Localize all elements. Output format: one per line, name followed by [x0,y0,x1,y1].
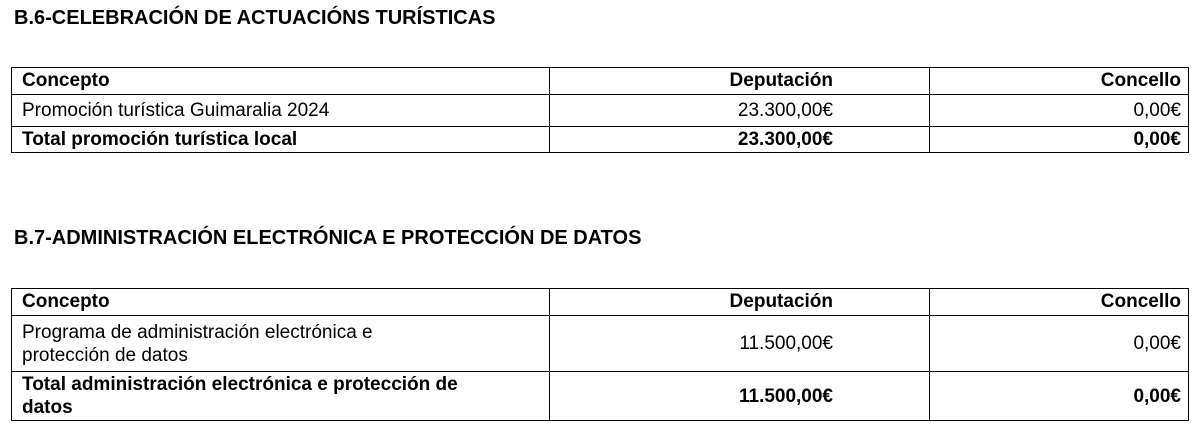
cell-concello: 0,00€ [930,95,1189,127]
budget-table-b7 [11,288,1189,421]
total-concepto [12,372,550,421]
cell-deputacion: 11.500,00€ [550,316,930,372]
column-header-deputacion: Deputación [550,68,930,95]
column-header-concepto: Concepto [12,289,550,316]
cell-deputacion: 23.300,00€ [550,95,930,127]
total-concepto-line-1: Total administración electrónica e protección de [22,374,458,395]
column-header-concepto: Concepto [12,68,550,95]
cell-concello: 0,00€ [930,316,1189,372]
total-concello: 0,00€ [930,127,1189,153]
total-row [12,127,1189,153]
cell-concepto-line-2: protección de datos [22,344,188,366]
section-title-b6: B.6-CELEBRACIÓN DE ACTUACIÓNS TURÍSTICAS [14,7,496,29]
table-header-row [12,68,1189,95]
budget-table-b6 [11,67,1189,153]
table-header-row [12,289,1189,316]
column-header-concello: Concello [930,68,1189,95]
table-row [12,316,1189,372]
column-header-concello: Concello [930,289,1189,316]
total-deputacion: 23.300,00€ [550,127,930,153]
section-title-b7: B.7-ADMINISTRACIÓN ELECTRÓNICA E PROTECCIÓN DE DATOS [14,227,642,249]
column-header-deputacion: Deputación [550,289,930,316]
total-concepto-line-2: datos [22,397,73,418]
total-concepto: Total promoción turística local [12,127,550,153]
cell-concepto [12,316,550,372]
total-row [12,372,1189,421]
table-row [12,95,1189,127]
cell-concepto-line-1: Programa de administración electrónica e [22,321,373,343]
total-concello: 0,00€ [930,372,1189,421]
total-deputacion: 11.500,00€ [550,372,930,421]
cell-concepto: Promoción turística Guimaralia 2024 [12,95,550,127]
